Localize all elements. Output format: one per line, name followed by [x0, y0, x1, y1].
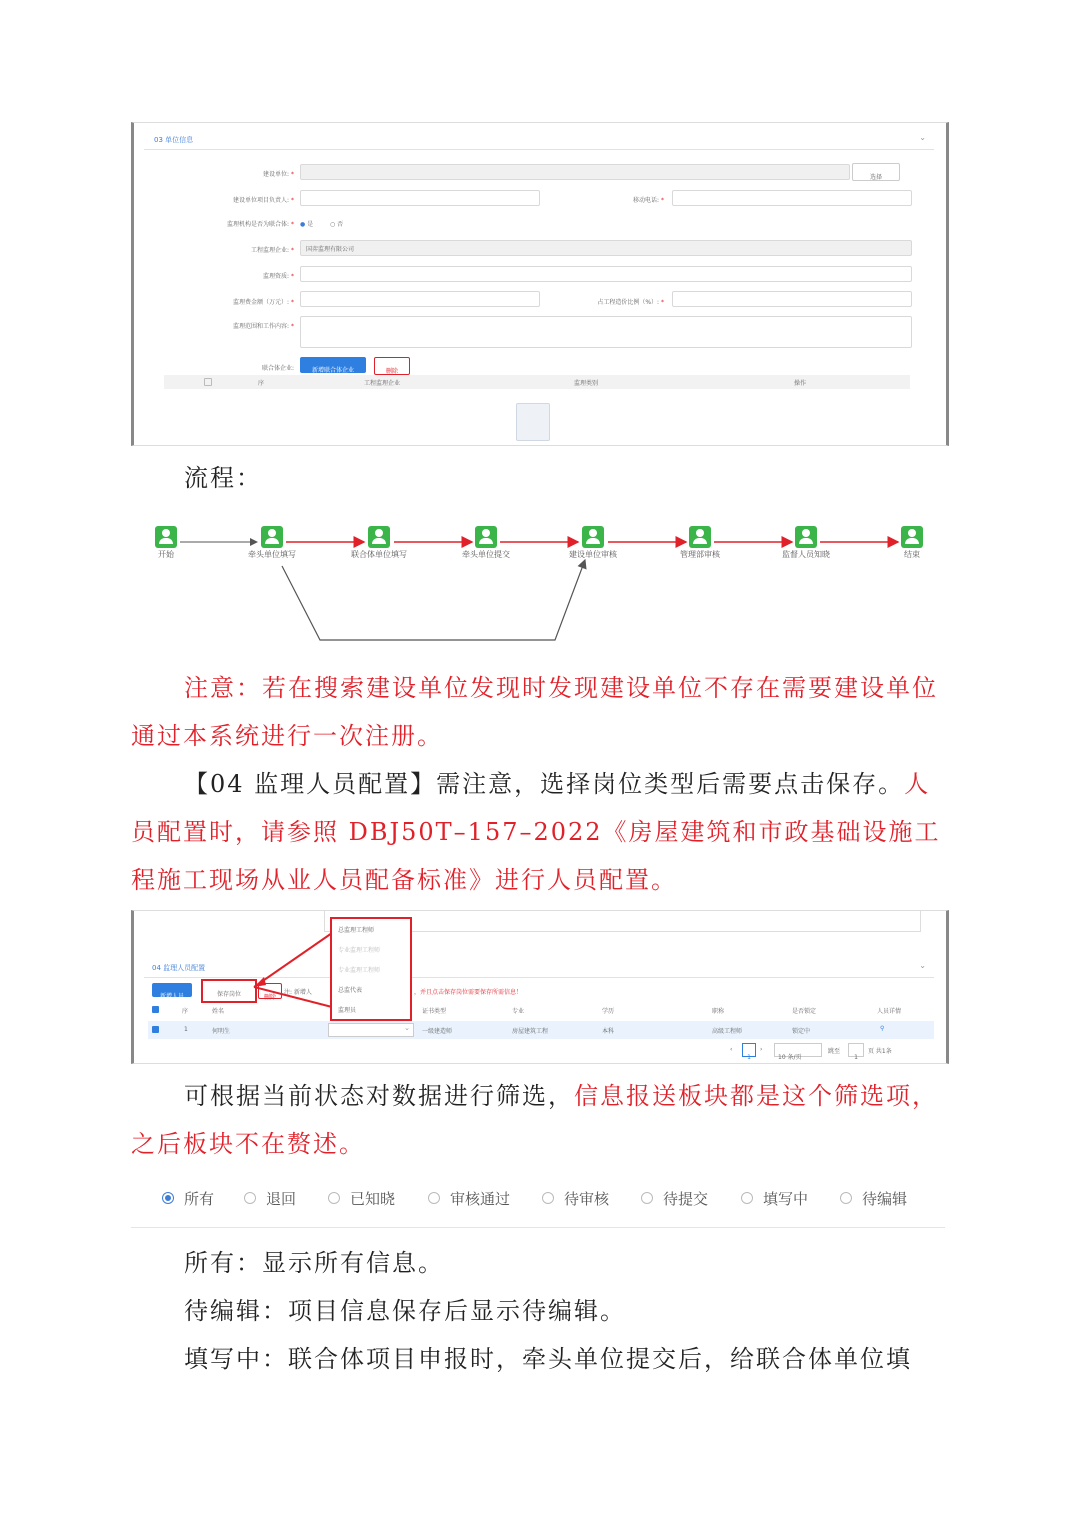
label-build-unit: 建设单位: *: [263, 171, 294, 178]
section-04-screenshot: [131, 910, 949, 1064]
user-icon: [475, 526, 497, 548]
label-scope: 监理范围和工作内容: *: [233, 323, 294, 330]
filter-approved[interactable]: 审核通过: [428, 1188, 510, 1209]
cell-title: 高级工程师: [712, 1028, 743, 1035]
flow-label: 流程：: [184, 464, 262, 492]
cell-education: 本科: [602, 1028, 615, 1035]
user-icon: [795, 526, 817, 548]
add-union-button[interactable]: 新增联合体企业: [300, 357, 366, 373]
filter-pending-edit[interactable]: 待编辑: [840, 1188, 907, 1209]
dropdown-option[interactable]: 总监代表: [338, 987, 363, 994]
radio-no[interactable]: ○ 否: [330, 221, 344, 228]
user-icon: [261, 526, 283, 548]
label-is-union: 监理机构是否为联合体: *: [227, 221, 294, 228]
label-fee: 监理费金额（万元）: *: [233, 299, 294, 306]
user-icon: [689, 526, 711, 548]
flow-node-end: 结束: [872, 526, 952, 560]
cell-cert-type: 一级建造师: [422, 1028, 453, 1035]
page-size-select[interactable]: 10 条/页: [774, 1043, 822, 1057]
desc-filling: 填写中：联合体项目申报时，牵头单位提交后，给联合体单位填: [184, 1345, 912, 1373]
chevron-down-icon[interactable]: ⌄: [919, 961, 926, 970]
cell-name: 何明生: [212, 1028, 231, 1035]
label-mobile: 移动电话: *: [633, 197, 664, 204]
th-name: 姓名: [212, 1008, 225, 1015]
dropdown-option[interactable]: 监理员: [338, 1007, 357, 1014]
radio-icon: [244, 1192, 256, 1204]
delete-union-button[interactable]: 删除: [374, 357, 410, 375]
th-title: 职称: [712, 1008, 725, 1015]
chevron-down-icon: ⌄: [404, 1024, 410, 1032]
filter-all[interactable]: 所有: [162, 1188, 214, 1209]
pagination: [730, 1043, 934, 1061]
jump-input[interactable]: 1: [848, 1043, 864, 1057]
filter-returned[interactable]: 退回: [244, 1188, 296, 1209]
th-action: 操作: [794, 380, 807, 387]
user-icon: [901, 526, 923, 548]
add-staff-button[interactable]: 新增人员: [152, 983, 192, 997]
divider: [131, 1227, 945, 1228]
cell-locked: 锁定中: [792, 1028, 811, 1035]
th-major: 专业: [512, 1008, 525, 1015]
page-number[interactable]: 1: [742, 1043, 756, 1057]
th-education: 学历: [602, 1008, 615, 1015]
next-page-icon[interactable]: ›: [760, 1046, 763, 1053]
annotation-arrows: [134, 911, 946, 1063]
th-index: 序: [258, 380, 265, 387]
select-button[interactable]: 选择: [852, 163, 900, 181]
radio-checked-icon: [162, 1192, 174, 1204]
th-category: 监理类别: [574, 380, 599, 387]
cell-major: 房屋建筑工程: [512, 1028, 549, 1035]
radio-icon: [741, 1192, 753, 1204]
radio-yes[interactable]: ● 是: [300, 221, 314, 228]
user-icon: [155, 526, 177, 548]
th-cert-type: 证书类型: [422, 1008, 447, 1015]
checkbox[interactable]: [152, 1026, 159, 1033]
flow-node-lead-fill: 牵头单位填写: [232, 526, 312, 560]
filter-filling[interactable]: 填写中: [741, 1188, 808, 1209]
save-position-button[interactable]: 保存岗位: [201, 979, 257, 1003]
flow-node-dept-review: 管理部审核: [660, 526, 740, 560]
cell-index: 1: [184, 1026, 188, 1033]
note-paragraph: 注意：若在搜索建设单位发现时发现建设单位不存在需要建设单位通过本系统进行一次注册。: [131, 674, 938, 750]
label-union: 联合体企业:: [261, 365, 294, 372]
checkbox[interactable]: [152, 1006, 159, 1013]
flow-diagram-lines: [0, 0, 1074, 660]
section-04-paragraph: 【04 监理人员配置】需注意，选择岗位类型后需要点击保存。人员配置时，请参照 DBJ50T–157–2022《房屋建筑和市政基础设施工程施工现场从业人员配备标准》进行人员配置。: [131, 770, 941, 894]
chevron-down-icon[interactable]: ⌄: [919, 133, 926, 142]
filter-paragraph: 可根据当前状态对数据进行筛选，信息报送板块都是这个筛选项，之后板块不在赘述。: [131, 1082, 938, 1158]
flow-node-build-review: 建设单位审核: [553, 526, 633, 560]
total-count: 页 共1条: [868, 1048, 892, 1055]
label-owner: 建设单位项目负责人: *: [233, 197, 294, 204]
label-company: 工程监理企业: *: [251, 247, 294, 254]
company-input[interactable]: 国弈监理有限公司: [300, 240, 912, 256]
filter-acknowledged[interactable]: 已知晓: [328, 1188, 395, 1209]
user-icon: [582, 526, 604, 548]
label-qualification: 监理资质: *: [263, 273, 294, 280]
position-select[interactable]: [328, 1023, 414, 1037]
section-03-title: 03 单位信息: [154, 136, 194, 144]
tip-text: 注: 新增人: [284, 989, 312, 996]
staff-table-header: [152, 1003, 934, 1017]
jump-label: 跳至: [828, 1048, 841, 1055]
radio-icon: [328, 1192, 340, 1204]
search-icon[interactable]: ⚲: [880, 1025, 885, 1032]
th-locked: 是否锁定: [792, 1008, 817, 1015]
filter-pending-submit[interactable]: 待提交: [641, 1188, 708, 1209]
label-ratio: 占工程造价比例（%）: *: [597, 299, 664, 306]
dropdown-option[interactable]: 专业监理工程师: [338, 967, 381, 974]
radio-icon: [428, 1192, 440, 1204]
tip-warning: ，并且点击保存岗位需要保存所需信息！: [414, 989, 523, 996]
flow-node-union-fill: 联合体单位填写: [339, 526, 419, 560]
desc-all: 所有：显示所有信息。: [184, 1249, 444, 1277]
flow-node-lead-submit: 牵头单位提交: [446, 526, 526, 560]
dropdown-option[interactable]: 专业监理工程师: [338, 947, 381, 954]
radio-icon: [840, 1192, 852, 1204]
flow-node-start: 开始: [126, 526, 206, 560]
radio-icon: [641, 1192, 653, 1204]
flow-node-supervisor-ack: 监督人员知晓: [766, 526, 846, 560]
section-04-title: 04 监理人员配置: [152, 964, 206, 972]
radio-icon: [542, 1192, 554, 1204]
user-icon: [368, 526, 390, 548]
desc-pending-edit: 待编辑：项目信息保存后显示待编辑。: [184, 1297, 626, 1325]
prev-page-icon[interactable]: ‹: [730, 1046, 733, 1053]
dropdown-option[interactable]: 总监理工程师: [338, 927, 375, 934]
th-detail: 人员详情: [877, 1008, 902, 1015]
filter-pending-review[interactable]: 待审核: [542, 1188, 609, 1209]
th-company: 工程监理企业: [364, 380, 401, 387]
th-index: 序: [182, 1008, 189, 1015]
delete-staff-button[interactable]: 删除: [258, 983, 282, 999]
table-row[interactable]: [148, 1021, 934, 1039]
